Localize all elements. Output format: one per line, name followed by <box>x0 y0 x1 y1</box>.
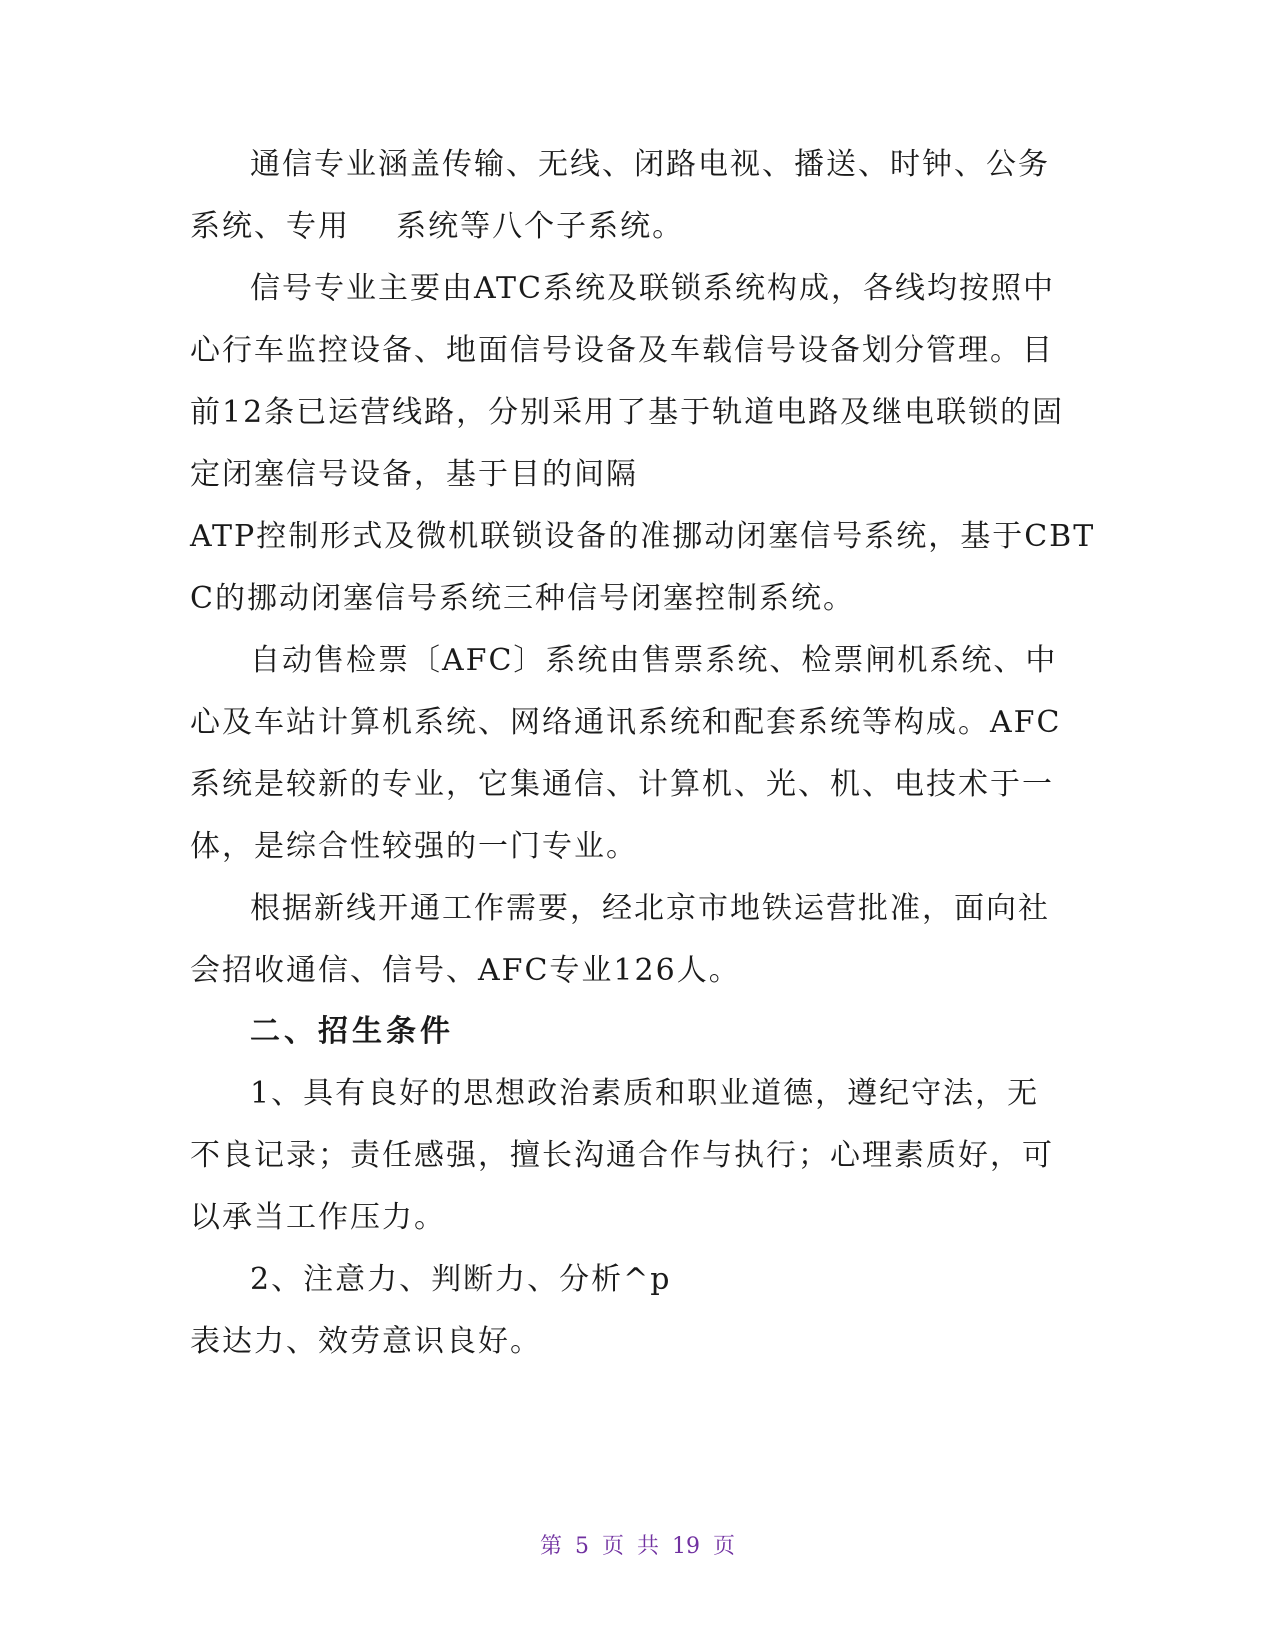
paragraph-line: 表达力、效劳意识良好。 <box>190 1324 542 1359</box>
paragraph-line: 心及车站计算机系统、网络通讯系统和配套系统等构成。AFC <box>190 705 1062 740</box>
paragraph-line: 定闭塞信号设备，基于目的间隔 <box>190 457 638 492</box>
paragraph-line: 1、具有良好的思想政治素质和职业道德，遵纪守法，无 <box>250 1076 1040 1111</box>
paragraph-line: 前12条已运营线路，分别采用了基于轨道电路及继电联锁的固 <box>190 395 1065 430</box>
page-number-footer: 第 5 页 共 19 页 <box>540 1534 735 1559</box>
section-heading: 二、招生条件 <box>250 1014 454 1049</box>
paragraph-line: 2、注意力、判断力、分析^p <box>250 1262 672 1297</box>
paragraph-line: 会招收通信、信号、AFC专业126人。 <box>190 953 741 988</box>
paragraph-line: 不良记录；责任感强，擅长沟通合作与执行；心理素质好，可 <box>190 1138 1054 1173</box>
paragraph-line: 系统是较新的专业，它集通信、计算机、光、机、电技术于一 <box>190 767 1054 802</box>
paragraph-line: 根据新线开通工作需要，经北京市地铁运营批准，面向社 <box>250 891 1050 926</box>
paragraph-line: 体，是综合性较强的一门专业。 <box>190 829 638 864</box>
paragraph-line: 心行车监控设备、地面信号设备及车载信号设备划分管理。目 <box>190 333 1054 368</box>
paragraph-line: 系统、专用 系统等八个子系统。 <box>190 209 685 244</box>
paragraph-line: 信号专业主要由ATC系统及联锁系统构成，各线均按照中 <box>250 271 1055 306</box>
paragraph-line: 通信专业涵盖传输、无线、闭路电视、播送、时钟、公务 <box>250 147 1050 182</box>
paragraph-line: ATP控制形式及微机联锁设备的准挪动闭塞信号系统，基于CBT <box>190 519 1096 554</box>
paragraph-line: 以承当工作压力。 <box>190 1200 446 1235</box>
paragraph-line: 自动售检票〔AFC〕系统由售票系统、检票闸机系统、中 <box>250 643 1058 678</box>
paragraph-line: C的挪动闭塞信号系统三种信号闭塞控制系统。 <box>190 581 855 616</box>
